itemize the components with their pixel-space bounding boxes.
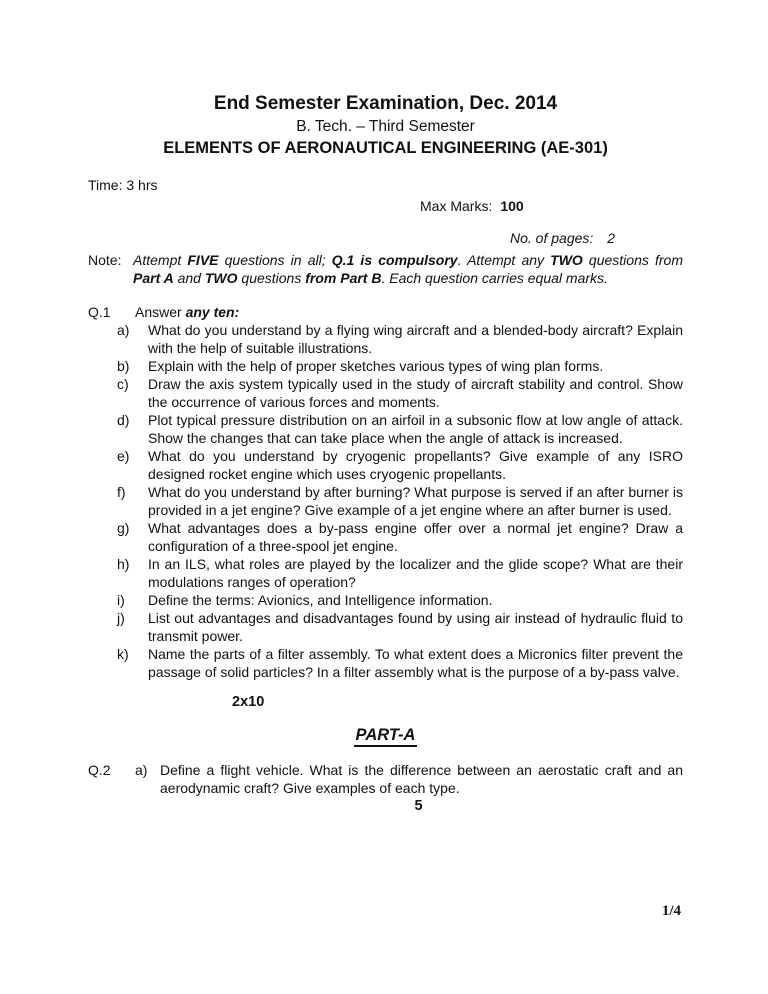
part-a-heading-row: [88, 725, 683, 747]
question-1-header: [88, 303, 683, 321]
note-paragraph: [88, 251, 683, 287]
note-text: from Part B: [305, 270, 382, 286]
question-1-prompt-emphasis: any ten:: [185, 304, 240, 320]
question-1-prompt: Answer: [135, 304, 186, 320]
note-text: . Attempt any: [457, 252, 551, 268]
question-2-marks: 5: [414, 798, 423, 814]
subpart-b: [88, 357, 683, 375]
subpart-f: [88, 483, 683, 519]
subpart-letter: f): [117, 484, 126, 500]
subpart-text: What do you understand by after burning? What purpose is served if an after burner is provided in a jet engine? Give example of a jet engine where an after burner is used.: [148, 484, 683, 518]
subpart-letter: h): [117, 556, 130, 572]
subpart-text: What advantages does a by-pass engine offer over a normal jet engine? Draw a configuration of a three-spool jet engine.: [148, 520, 683, 554]
question-2-letter: a): [135, 762, 148, 778]
subpart-letter: d): [117, 412, 130, 428]
note-text: and: [173, 270, 205, 286]
subpart-letter: j): [117, 610, 125, 626]
subpart-k: [88, 645, 683, 681]
subpart-g: [88, 519, 683, 555]
subpart-d: [88, 411, 683, 447]
note-label: Note:: [88, 252, 122, 268]
subpart-text: Name the parts of a filter assembly. To what extent does a Micronics filter prevent the passage of solid particles? In a filter assembly what is the purpose of a by-pass valve.: [148, 646, 683, 680]
subpart-e: [88, 447, 683, 483]
question-1-marks: 2x10: [232, 694, 265, 710]
question-1-number: Q.1: [88, 304, 111, 320]
max-marks-row: [88, 198, 683, 214]
subpart-letter: c): [117, 376, 129, 392]
max-marks-label: Max Marks:: [420, 198, 493, 214]
note-text: FIVE: [187, 252, 219, 268]
subpart-letter: b): [117, 358, 130, 374]
pages-label: No. of pages:: [510, 230, 594, 246]
question-1-subparts: [88, 321, 683, 681]
subpart-i: [88, 591, 683, 609]
note-text: Part A: [133, 270, 174, 286]
subpart-letter: i): [117, 592, 125, 608]
note-text: Q.1 is compulsory: [331, 252, 458, 268]
subpart-text: What do you understand by cryogenic propellants? Give example of any ISRO designed rocket engine which uses cryogenic propellants.: [148, 448, 683, 482]
note-text: questions: [237, 270, 306, 286]
subpart-text: What do you understand by a flying wing aircraft and a blended-body aircraft? Explain with the help of suitable illustrations.: [148, 322, 683, 356]
subpart-letter: e): [117, 448, 130, 464]
max-marks-value: 100: [500, 198, 524, 214]
exam-title: End Semester Examination, Dec. 2014: [213, 93, 558, 114]
note-text: questions from: [582, 252, 683, 268]
note-text: TWO: [204, 270, 238, 286]
subpart-letter: a): [117, 322, 130, 338]
subpart-text: Explain with the help of proper sketches various types of wing plan forms.: [148, 358, 604, 374]
subpart-text: Plot typical pressure distribution on an airfoil in a subsonic flow at low angle of attack. Show the changes that can take place when the angle of attack is increased.: [148, 412, 683, 446]
subpart-text: Define the terms: Avionics, and Intelligence information.: [148, 592, 493, 608]
subpart-j: [88, 609, 683, 645]
note-text: TWO: [550, 252, 583, 268]
subpart-text: In an ILS, what roles are played by the localizer and the glide scope? What are their modulations ranges of operation?: [148, 556, 683, 590]
subpart-a: [88, 321, 683, 357]
note-text: . Each question carries equal marks.: [381, 270, 608, 286]
subpart-text: Draw the axis system typically used in the study of aircraft stability and control. Show the occurrence of various forces and moments.: [148, 376, 683, 410]
subpart-h: [88, 555, 683, 591]
subpart-letter: g): [117, 520, 130, 536]
question-2: [88, 761, 683, 797]
pages-row: [88, 230, 683, 246]
note-text: questions in all;: [218, 252, 332, 268]
question-2-text: Define a flight vehicle. What is the difference between an aerostatic craft and an aerodynamic craft? Give examples of each type.: [160, 762, 683, 796]
part-a-heading: PART-A: [354, 725, 418, 747]
course-title: ELEMENTS OF AERONAUTICAL ENGINEERING (AE-301): [163, 139, 608, 157]
exam-subtitle: B. Tech. – Third Semester: [296, 118, 475, 135]
page-number: 1/4: [661, 903, 681, 919]
pages-value: 2: [607, 230, 616, 246]
question-2-number: Q.2: [88, 762, 111, 778]
note-text: Attempt: [133, 252, 188, 268]
subpart-c: [88, 375, 683, 411]
time-allowed: Time: 3 hrs: [88, 177, 158, 193]
subpart-letter: k): [117, 646, 129, 662]
subpart-text: List out advantages and disadvantages found by using air instead of hydraulic fluid to transmit power.: [148, 610, 683, 644]
